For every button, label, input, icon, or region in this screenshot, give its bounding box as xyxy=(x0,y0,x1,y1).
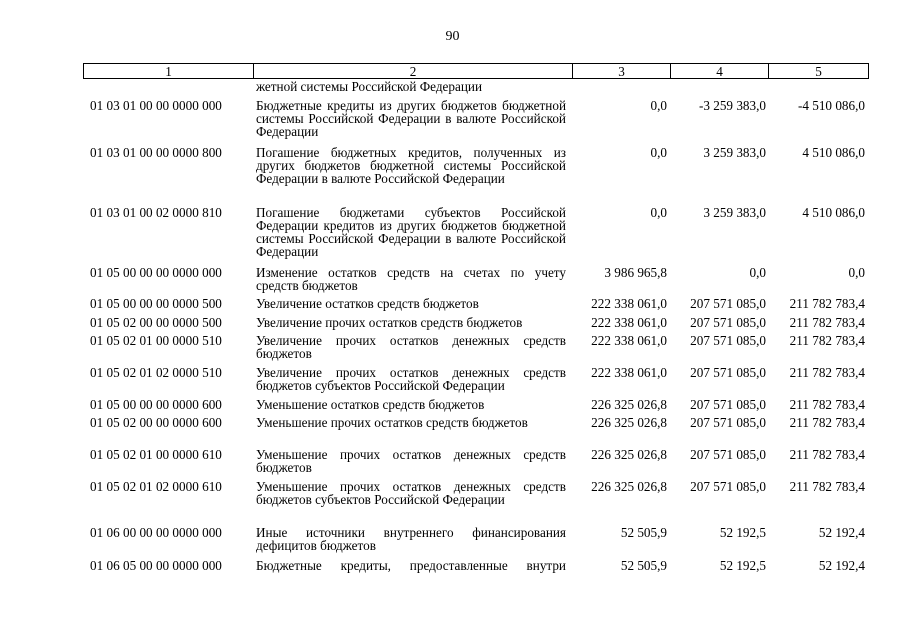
row-value-col3: 226 325 026,8 xyxy=(591,479,667,494)
row-value-col3: 52 505,9 xyxy=(620,525,667,540)
row-value-col4: 207 571 085,0 xyxy=(690,447,766,462)
row-value-col5: 4 510 086,0 xyxy=(802,145,865,160)
header-col-3: 3 xyxy=(572,63,671,79)
header-col-2: 2 xyxy=(253,63,573,79)
page-number: 90 xyxy=(445,29,460,44)
row-code: 01 05 00 00 00 0000 600 xyxy=(90,397,222,412)
row-value-col4: 207 571 085,0 xyxy=(690,315,766,330)
row-value-col4: 207 571 085,0 xyxy=(690,296,766,311)
row-description: Изменение остатков средств на счетах по учету средств бюджетов xyxy=(256,265,566,293)
row-value-col5: 211 782 783,4 xyxy=(789,415,865,430)
row-code: 01 05 02 01 02 0000 610 xyxy=(90,479,222,494)
row-code: 01 03 01 00 00 0000 800 xyxy=(90,145,222,160)
row-value-col4: -3 259 383,0 xyxy=(698,98,766,113)
row-value-col4: 3 259 383,0 xyxy=(703,205,766,220)
row-description: Увеличение прочих остатков средств бюджетов xyxy=(256,315,523,330)
row-value-col3: 222 338 061,0 xyxy=(591,296,667,311)
row-value-col3: 226 325 026,8 xyxy=(591,397,667,412)
row-code: 01 05 02 00 00 0000 500 xyxy=(90,315,222,330)
row-value-col5: 211 782 783,4 xyxy=(789,315,865,330)
row-value-col5: 52 192,4 xyxy=(818,525,865,540)
row-description: Уменьшение прочих остатков денежных средств бюджетов субъектов Российской Федерации xyxy=(256,479,566,507)
row-value-col5: 211 782 783,4 xyxy=(789,365,865,380)
row-value-col4: 52 192,5 xyxy=(719,558,766,573)
row-value-col4: 207 571 085,0 xyxy=(690,397,766,412)
header-col-1: 1 xyxy=(83,63,254,79)
row-value-col4: 207 571 085,0 xyxy=(690,479,766,494)
row-code: 01 06 00 00 00 0000 000 xyxy=(90,525,222,540)
row-value-col5: -4 510 086,0 xyxy=(797,98,865,113)
row-value-col4: 207 571 085,0 xyxy=(690,365,766,380)
row-description: Иные источники внутреннего финансирования дефицитов бюджетов xyxy=(256,525,566,553)
row-code: 01 03 01 00 00 0000 000 xyxy=(90,98,222,113)
row-value-col3: 3 986 965,8 xyxy=(604,265,667,280)
row-value-col4: 52 192,5 xyxy=(719,525,766,540)
row-value-col5: 211 782 783,4 xyxy=(789,479,865,494)
row-code: 01 05 02 01 00 0000 510 xyxy=(90,333,222,348)
row-value-col4: 207 571 085,0 xyxy=(690,333,766,348)
row-description: Уменьшение прочих остатков денежных средств бюджетов xyxy=(256,447,566,475)
row-value-col5: 211 782 783,4 xyxy=(789,296,865,311)
row-value-col4: 0,0 xyxy=(749,265,766,280)
row-description: Увеличение остатков средств бюджетов xyxy=(256,296,479,311)
row-value-col3: 52 505,9 xyxy=(620,558,667,573)
row-value-col3: 226 325 026,8 xyxy=(591,447,667,462)
row-value-col5: 211 782 783,4 xyxy=(789,447,865,462)
row-description: Погашение бюджетами субъектов Российской Федерации кредитов из других бюджетов бюджетной системы Российской Федерации в валюте Российской Федерации xyxy=(256,205,566,259)
continuation-text: жетной системы Российской Федерации xyxy=(256,79,483,94)
row-value-col4: 207 571 085,0 xyxy=(690,415,766,430)
row-value-col4: 3 259 383,0 xyxy=(703,145,766,160)
row-value-col5: 52 192,4 xyxy=(818,558,865,573)
row-description: Погашение бюджетных кредитов, полученных из других бюджетов бюджетной системы Российской Федерации в валюте Российской Федерации xyxy=(256,145,566,186)
row-code: 01 05 02 01 00 0000 610 xyxy=(90,447,222,462)
row-code: 01 03 01 00 02 0000 810 xyxy=(90,205,222,220)
row-description: Увеличение прочих остатков денежных средств бюджетов xyxy=(256,333,566,361)
row-code: 01 06 05 00 00 0000 000 xyxy=(90,558,222,573)
row-value-col5: 211 782 783,4 xyxy=(789,333,865,348)
row-value-col5: 211 782 783,4 xyxy=(789,397,865,412)
row-value-col3: 0,0 xyxy=(650,145,667,160)
row-value-col3: 222 338 061,0 xyxy=(591,333,667,348)
row-code: 01 05 00 00 00 0000 000 xyxy=(90,265,222,280)
row-description: Увеличение прочих остатков денежных средств бюджетов субъектов Российской Федерации xyxy=(256,365,566,393)
row-value-col5: 4 510 086,0 xyxy=(802,205,865,220)
row-value-col3: 0,0 xyxy=(650,205,667,220)
header-col-5: 5 xyxy=(768,63,869,79)
row-value-col3: 0,0 xyxy=(650,98,667,113)
row-code: 01 05 00 00 00 0000 500 xyxy=(90,296,222,311)
row-description: Уменьшение остатков средств бюджетов xyxy=(256,397,485,412)
row-description: Уменьшение прочих остатков средств бюджетов xyxy=(256,415,528,430)
row-value-col3: 222 338 061,0 xyxy=(591,365,667,380)
row-value-col3: 222 338 061,0 xyxy=(591,315,667,330)
header-col-4: 4 xyxy=(670,63,769,79)
row-value-col5: 0,0 xyxy=(848,265,865,280)
row-code: 01 05 02 00 00 0000 600 xyxy=(90,415,222,430)
row-description: Бюджетные кредиты, предоставленные внутри xyxy=(256,558,566,573)
row-code: 01 05 02 01 02 0000 510 xyxy=(90,365,222,380)
row-value-col3: 226 325 026,8 xyxy=(591,415,667,430)
row-description: Бюджетные кредиты из других бюджетов бюджетной системы Российской Федерации в валюте Российской Федерации xyxy=(256,98,566,139)
